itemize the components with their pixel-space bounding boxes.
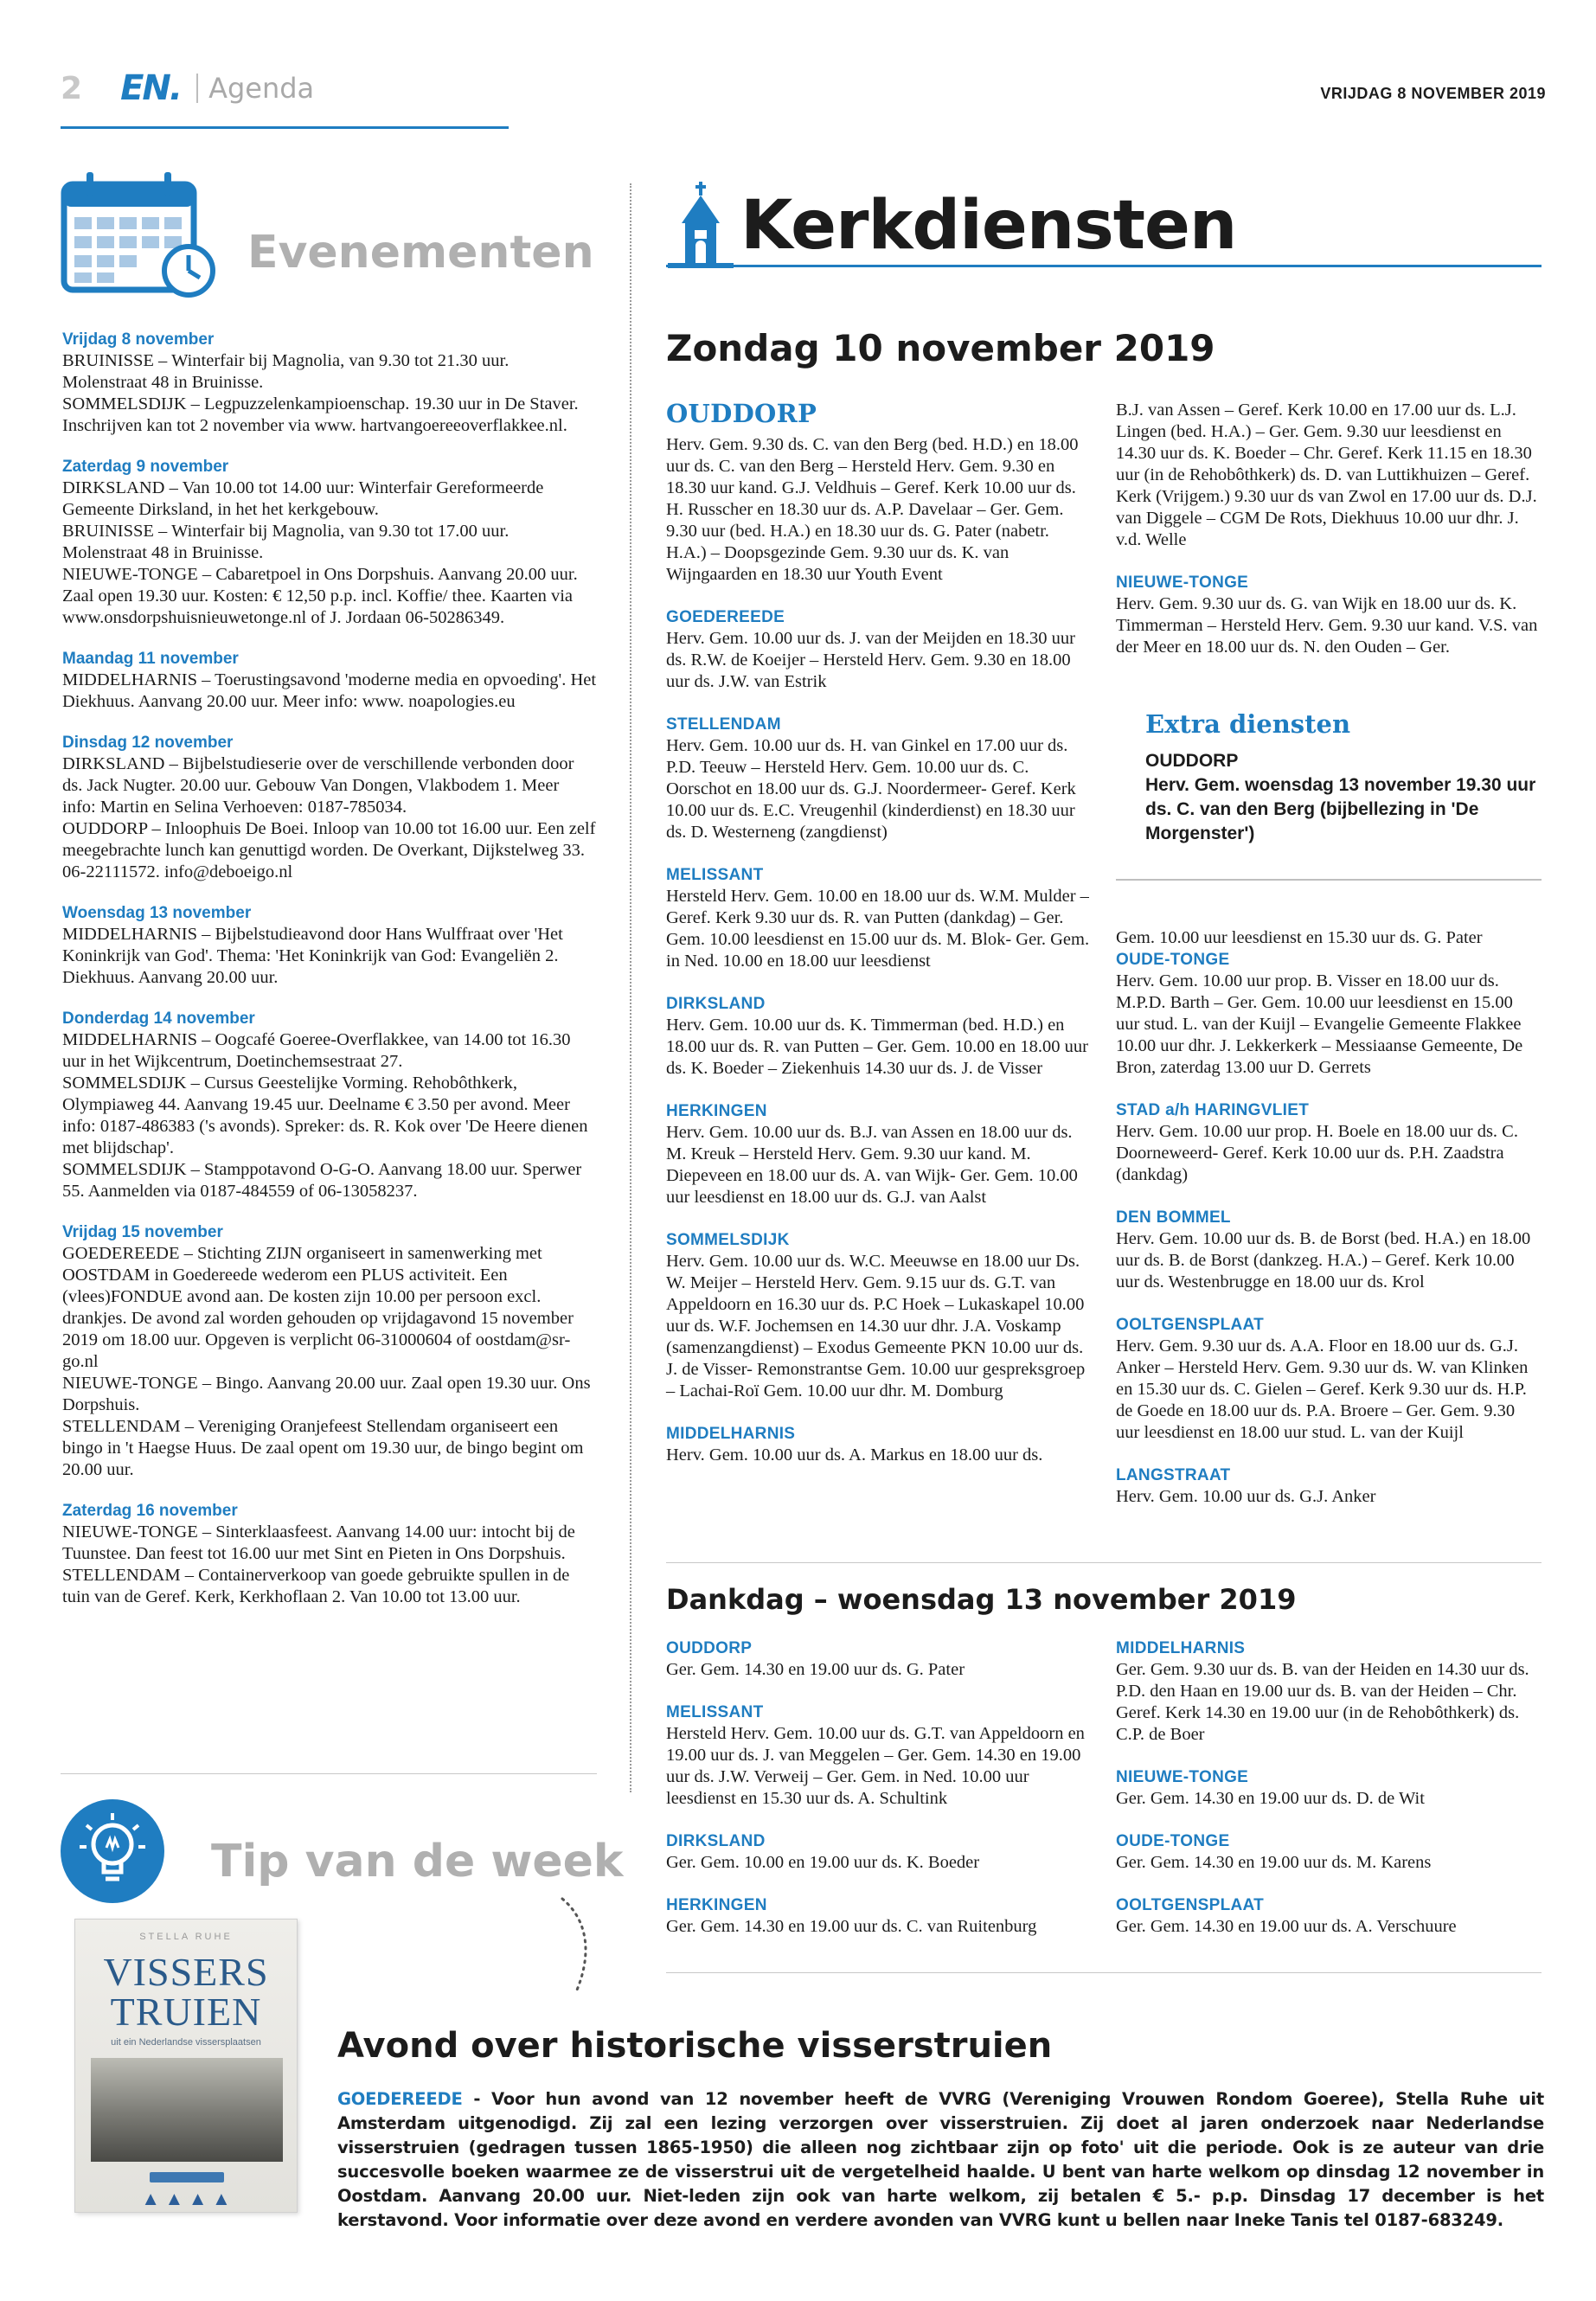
article-body [337,2087,1544,2233]
section-name: Agenda [208,72,315,105]
extra-services-text: Herv. Gem. woensdag 13 november 19.30 uur ds. C. van den Berg (bijbellezing in 'De Morgenster') [1145,775,1536,843]
service-text: Herv. Gem. 10.00 uur ds. G.J. Anker [1116,1487,1376,1506]
event-day [62,1008,597,1202]
service-text: Herv. Gem. 9.30 uur ds. A.A. Floor en 18.00 uur ds. G.J. Anker – Hersteld Herv. Gem. 9.30 uur ds. W. van Klinken en 15.30 uur ds. C. Gielen – Geref. Kerk 9.30 uur ds. H.P. de Goede en 18.00 uur ds. P.A. Broere – Ger. Gem. 9.30 uur leesdienst en 18.00 uur stud. L. van der Kuijl [1116,1336,1529,1442]
event-day-heading: Vrijdag 15 november [62,1223,223,1241]
events-list [62,329,597,1627]
service-place: NIEUWE-TONGE [1116,1768,1249,1786]
service-place: DIRKSLAND [666,1832,766,1850]
service-place: MIDDELHARNIS [1116,1639,1246,1657]
service-block [1116,400,1540,551]
event-day-heading: Woensdag 13 november [62,904,252,922]
service-place: STAD a/h HARINGVLIET [1116,1101,1310,1119]
service-place: SOMMELSDIJK [666,1231,790,1249]
service-place: GOEDEREEDE [666,608,785,626]
service-text: Herv. Gem. 10.00 uur prop. H. Boele en 18.00 uur ds. C. Doorneweerd- Geref. Kerk 10.00 uur ds. P.H. Zaadstra (dankdag) [1116,1122,1518,1184]
dankdag-column-1 [666,1638,1090,1958]
event-day [62,1500,597,1608]
service-place: NIEUWE-TONGE [1116,574,1249,592]
event-day-heading: Vrijdag 8 november [62,330,215,349]
service-block [666,1702,1090,1810]
service-text: B.J. van Assen – Geref. Kerk 10.00 en 17.00 uur ds. L.J. Lingen (bed. H.A.) – Ger. Gem. 9.30 uur leesdienst en 14.30 uur ds. K. Boeder – Chr. Geref. Kerk 11.15 en 18.30 uur (in de Rehobôthkerk) ds. D. van Luttikhuizen – Geref. Kerk (Vrijgem.) 9.30 uur ds van Zwol en 17.00 uur ds. D.J. van Diggele – CGM De Rots, Diekhuus 10.00 uur dhr. J. v.d. Welle [1116,401,1537,549]
dankdag-top-rule [666,1562,1542,1563]
service-block [1116,572,1540,658]
lightbulb-icon [61,1799,164,1903]
book-title-line-1: VISSERS [103,1950,269,1994]
book-title-line-2: TRUIEN [110,1990,262,2034]
book-photo [91,2058,283,2162]
publication-logo: EN. [120,68,182,108]
service-text: Herv. Gem. 10.00 uur ds. J. van der Meijden en 18.30 uur ds. R.W. de Koeijer – Hersteld Herv. Gem. 9.30 en 18.00 uur ds. J.W. van Estrik [666,629,1075,691]
service-place: DEN BOMMEL [1116,1208,1231,1227]
event-day-text: MIDDELHARNIS – Toerustingsavond 'moderne media en opvoeding'. Het Diekhuus. Aanvang 20.00 uur. Meer info: www. noapologies.eu [62,670,597,711]
service-place: MIDDELHARNIS [666,1425,796,1443]
service-text: Ger. Gem. 14.30 en 19.00 uur ds. C. van Ruitenburg [666,1917,1037,1936]
book-cover [74,1919,298,2213]
extra-services-body [1145,749,1542,846]
service-text: Gem. 10.00 uur leesdienst en 15.30 uur ds. G. Pater [1116,928,1483,947]
event-day [62,456,597,629]
calendar-icon [61,169,221,298]
kerkdiensten-title: Kerkdiensten [740,187,1237,265]
service-text: Ger. Gem. 14.30 en 19.00 uur ds. G. Pater [666,1660,965,1679]
evenementen-title: Evenementen [247,227,594,279]
dankdag-title: Dankdag – woensdag 13 november 2019 [666,1583,1297,1616]
header-divider [196,74,198,103]
service-text: Hersteld Herv. Gem. 10.00 en 18.00 uur ds. W.M. Mulder – Geref. Kerk 9.30 uur ds. R. van Putten (dankdag) – Ger. Gem. 10.00 leesdienst en 15.00 uur ds. M. Blok- Ger. Gem. in Ned. 10.00 en 18.00 uur leesdienst [666,887,1090,971]
service-text: Herv. Gem. 9.30 ds. C. van den Berg (bed. H.D.) en 18.00 uur ds. C. van den Berg – Hersteld Herv. Gem. 9.30 en 18.30 uur kand. G.J. Veldhuis – Geref. Kerk 10.00 uur ds. H. Russcher en 18.30 uur ds. A.P. Davelaar – Ger. Gem. 9.30 uur (bed. H.A.) en 18.30 uur ds. G. Pater (nabetr. H.A.) – Doopsgezinde Gem. 9.30 uur ds. K. van Wijngaarden en 18.30 uur Youth Event [666,435,1079,584]
page-number: 2 [61,70,83,106]
service-block [666,864,1090,972]
service-text: Herv. Gem. 10.00 uur ds. W.C. Meeuwse en 18.00 uur Ds. W. Meijer – Hersteld Herv. Gem. 9.15 uur ds. G.T. van Appeldoorn en 16.30 uur ds. P.C Hoek – Lukaskapel 10.00 uur ds. W.F. Jochemsen en 14.30 uur dhr. J.A. Voskamp (samenzangdienst) – Exodus Gemeente PKN 10.00 uur ds. J. de Visser- Remonstrantse Gem. 10.00 uur gespreksgroep – Lachai-Roï Gem. 10.00 uur dhr. M. Domburg [666,1252,1086,1400]
service-text: Ger. Gem. 14.30 en 19.00 uur ds. A. Verschuure [1116,1917,1457,1936]
book-badge [150,2172,224,2182]
service-block [666,1229,1090,1402]
service-place: OUDE-TONGE [1116,951,1230,969]
service-place: OUDDORP [666,1639,753,1657]
sunday-title: Zondag 10 november 2019 [666,327,1215,369]
article-location: GOEDEREEDE [337,2089,463,2109]
service-place: STELLENDAM [666,715,781,734]
event-day-text: BRUINISSE – Winterfair bij Magnolia, van 9.30 tot 21.30 uur. Molenstraat 48 in Bruinisse. SOMMELSDIJK – Legpuzzelenkampioenschap. 19.30 uur in De Staver. Inschrijven kan tot 2 november via www. hartvangoereeoverflakkee.nl. [62,351,579,435]
column-divider [630,183,631,1792]
service-text: Herv. Gem. 10.00 uur ds. B. de Borst (bed. H.A.) en 18.00 uur ds. B. de Borst (dankzeg. H.A.) – Geref. Kerk 10.00 uur ds. Westenbrugge en 18.00 uur ds. Krol [1116,1229,1531,1292]
service-block [1116,1766,1540,1810]
event-day-heading: Zaterdag 9 november [62,458,229,476]
left-bottom-rule [61,1773,597,1774]
event-day-text: NIEUWE-TONGE – Sinterklaasfeest. Aanvang 14.00 uur: intocht bij de Tuunstee. Dan feest tot 16.00 uur met Sint en Pieten in Ons Dorpshuis. STELLENDAM – Containerverkoop van goede gebruikte spullen in de tuin van de Geref. Kerk, Kerkhoflaan 2. Van 10.00 tot 13.00 uur. [62,1522,575,1606]
book-subtitle: uit ein Nederlandse vissersplaatsen [111,2037,261,2048]
event-day-text: DIRKSLAND – Bijbelstudieserie over de verschillende verbonden door ds. Jack Nugter. 20.00 uur. Gebouw Van Dongen, Vlakbodem 1. Meer info: Martin en Selina Verhoeven: 0187-785034. OUDDORP – Inloophuis De Boei. Inloop van 10.00 tot 16.00 uur. Een zelf meegebrachte lunch kan genuttigd worden. De Overkant, Dijkstelweg 33. 06-22111572. info@deboeigo.nl [62,754,596,881]
service-text: Herv. Gem. 10.00 uur prop. B. Visser en 18.00 uur ds. M.P.D. Barth – Ger. Gem. 10.00 uur leesdienst en 15.00 uur stud. L. van der Kuijl – Evangelie Gemeente Flakkee 10.00 uur dhr. J. Lekkerkerk – Messiaanse Gemeente, De Bron, zaterdag 13.00 uur D. Gerrets [1116,971,1523,1077]
service-block [666,1423,1090,1466]
service-block [666,606,1090,693]
event-day [62,329,597,437]
sweater-icons: ▲ ▲ ▲ ▲ [141,2188,231,2209]
page-header [61,67,314,109]
kerkdiensten-rule [666,265,1542,267]
service-place: LANGSTRAAT [1116,1466,1231,1484]
event-day-text: DIRKSLAND – Van 10.00 tot 14.00 uur: Winterfair Gereformeerde Gemeente Dirksland, in het het kerkgebouw. BRUINISSE – Winterfair bij Magnolia, van 9.30 tot 17.00 uur. Molenstraat 48 in Bruinisse. NIEUWE-TONGE – Cabaretpoel in Ons Dorpshuis. Aanvang 20.00 uur. Zaal open 19.30 uur. Kosten: € 12,50 p.p. incl. Koffie/ thee. Kaarten via www.onsdorpshuisnieuwetonge.nl of J. Jordaan 06-50286349. [62,478,578,627]
service-place: DIRKSLAND [666,995,766,1013]
service-place: MELISSANT [666,1703,764,1721]
service-place: MELISSANT [666,866,764,884]
extra-services-place: OUDDORP [1145,751,1239,771]
service-block [1116,1207,1540,1293]
service-block [666,1638,1090,1681]
service-text: Ger. Gem. 9.30 uur ds. B. van der Heiden en 14.30 uur ds. P.D. den Haan en 19.00 uur ds. B. van der Heiden – Chr. Geref. Kerk 14.30 en 19.00 uur (in de Rehobôthkerk) ds. C.P. de Boer [1116,1660,1529,1744]
service-text: Hersteld Herv. Gem. 10.00 uur ds. G.T. van Appeldoorn en 19.00 uur ds. J. van Meggelen – Ger. Gem. 14.30 en 19.00 uur ds. J.W. Verweij – Ger. Gem. in Ned. 10.00 uur leesdienst en 15.30 uur ds. A. Schultink [666,1724,1085,1808]
service-place: OOLTGENSPLAAT [1116,1316,1265,1334]
service-block [1116,1465,1540,1508]
event-day [62,648,597,713]
service-place: OOLTGENSPLAAT [1116,1896,1265,1914]
service-text: Herv. Gem. 9.30 uur ds. G. van Wijk en 18.00 uur ds. K. Timmerman – Hersteld Herv. Gem. 9.30 uur kand. V.S. van der Meer en 18.00 uur ds. N. den Ouden – Ger. [1116,594,1538,657]
dankdag-column-2 [1116,1638,1540,1958]
event-day-heading: Maandag 11 november [62,650,239,668]
dankdag-bottom-rule [666,1972,1542,1973]
event-day-heading: Dinsdag 12 november [62,734,234,752]
dotted-arrow-icon [554,1894,606,1998]
event-day-text: GOEDEREEDE – Stichting ZIJN organiseert in samenwerking met OOSTDAM in Goedereede wederom een PLUS activiteit. Een (vlees)FONDUE avond aan. De kosten zijn 10.00 per persoon excl. drankjes. De avond zal worden gehouden op vrijdagavond 15 november 2019 om 18.00 uur. Opgeven is verplicht 06-31000604 of oostdam@sr-go.nl NIEUWE-TONGE – Bingo. Aanvang 20.00 uur. Zaal open 19.30 uur. Ons Dorpshuis. STELLENDAM – Vereniging Oranjefeest Stellendam organiseert een bingo in 't Haegse Huus. De zaal opent om 19.30 uur, de bingo begint om 20.00 uur. [62,1244,591,1479]
issue-date: VRIJDAG 8 NOVEMBER 2019 [1320,85,1546,102]
service-place: HERKINGEN [666,1102,767,1120]
service-block [666,714,1090,843]
event-day-heading: Donderdag 14 november [62,1009,255,1028]
service-place: OUDE-TONGE [1116,1832,1230,1850]
service-block [666,398,1090,586]
tip-badge [61,1799,164,1903]
services-column-1 [666,398,1090,1487]
event-day-text: MIDDELHARNIS – Oogcafé Goeree-Overflakkee, van 14.00 tot 16.30 uur in het Wijkcentrum, Doetinchemsestraat 27. SOMMELSDIJK – Cursus Geestelijke Vorming. Rehobôthkerk, Olympiaweg 44. Aanvang 19.45 uur. Deelname € 3.50 per avond. Meer info: 0187-486383 ('s avonds). Spreker: ds. R. Kok over 'De Heere dienen met blijdschap'. SOMMELSDIJK – Stamppotavond O-G-O. Aanvang 18.00 uur. Sperwer 55. Aanmelden via 0187-484559 of 06-13058237. [62,1030,588,1201]
service-block [1116,927,1540,949]
event-day-text: MIDDELHARNIS – Bijbelstudieavond door Hans Wulffraat over 'Het Koninkrijk van God'. Thema: 'Het Koninkrijk van God: Evangeliën 2. Diekhuus. Aanvang 20.00 uur. [62,925,563,987]
service-text: Ger. Gem. 14.30 en 19.00 uur ds. D. de Wit [1116,1789,1425,1808]
service-block [666,1894,1090,1938]
church-icon [666,180,735,270]
services-column-2 [1116,400,1540,679]
services-column-2-continued [1116,927,1540,1529]
service-block [1116,1894,1540,1938]
service-block [666,993,1090,1080]
service-place: HERKINGEN [666,1896,767,1914]
service-block [666,1100,1090,1208]
tip-title: Tip van de week [211,1836,624,1888]
event-day [62,732,597,883]
service-text: Ger. Gem. 14.30 en 19.00 uur ds. M. Karens [1116,1853,1432,1872]
article-title: Avond over historische visserstruien [337,2026,1053,2066]
service-text: Herv. Gem. 10.00 uur ds. B.J. van Assen en 18.00 uur ds. M. Kreuk – Hersteld Herv. Gem. 9.30 uur kand. M. Diepeveen en 18.00 uur ds. A. van Wijk- Ger. Gem. 10.00 uur leesdienst en 18.00 uur ds. G.J. van Aalst [666,1123,1078,1207]
service-block [1116,1099,1540,1186]
event-day [62,1221,597,1481]
extra-services-box [1116,706,1542,881]
service-block [1116,1314,1540,1444]
service-text: Herv. Gem. 10.00 uur ds. K. Timmerman (bed. H.D.) en 18.00 uur ds. R. van Putten – Ger. Gem. 10.00 en 18.00 uur ds. K. Boeder – Ziekenhuis 14.30 uur ds. J. de Visser [666,1016,1088,1078]
event-day-heading: Zaterdag 16 november [62,1502,238,1520]
header-rule [61,126,509,129]
service-text: Ger. Gem. 10.00 en 19.00 uur ds. K. Boeder [666,1853,980,1872]
event-day [62,902,597,989]
service-place: OUDDORP [666,399,817,428]
service-text: Herv. Gem. 10.00 uur ds. H. van Ginkel en 17.00 uur ds. P.D. Teeuw – Hersteld Herv. Gem. 10.00 uur ds. C. Oorschot en 18.00 uur ds. G.J. Noordermeer- Geref. Kerk 10.00 uur ds. E.C. Vreugenhil (kinderdienst) en 18.30 uur ds. D. Westerneng (zangdienst) [666,736,1076,842]
article-text: - Voor hun avond van 12 november heeft de VVRG (Vereniging Vrouwen Rondom Goeree), Stella Ruhe uit Amsterdam uitgenodigd. Zij zal een lezing verzorgen over visserstruien. Zij doet al jaren onderzoek naar Nederlandse visserstruien (gedragen tussen 1865-1950) die alleen nog zichtbaar zijn op foto' uit die periode. Ook is ze auteur van drie succesvolle boeken waarmee ze de visserstrui uit de vergetelheid haalde. U bent van harte welkom op dinsdag 12 november in Oostdam. Aanvang 20.00 uur. Niet-leden zijn ook van harte welkom, zij betalen € 5.- p.p. Dinsdag 17 december is het kerstavond. Voor informatie over deze avond en verdere avonden van VVRG kunt u bellen naar Ineke Tanis tel 0187-683249. [337,2089,1544,2230]
service-block [666,1830,1090,1874]
service-block [1116,949,1540,1079]
service-text: Herv. Gem. 10.00 uur ds. A. Markus en 18.00 uur ds. [666,1445,1043,1465]
extra-services-title: Extra diensten [1145,709,1351,739]
service-block [1116,1638,1540,1746]
service-block [1116,1830,1540,1874]
book-author: STELLA RUHE [139,1932,233,1942]
